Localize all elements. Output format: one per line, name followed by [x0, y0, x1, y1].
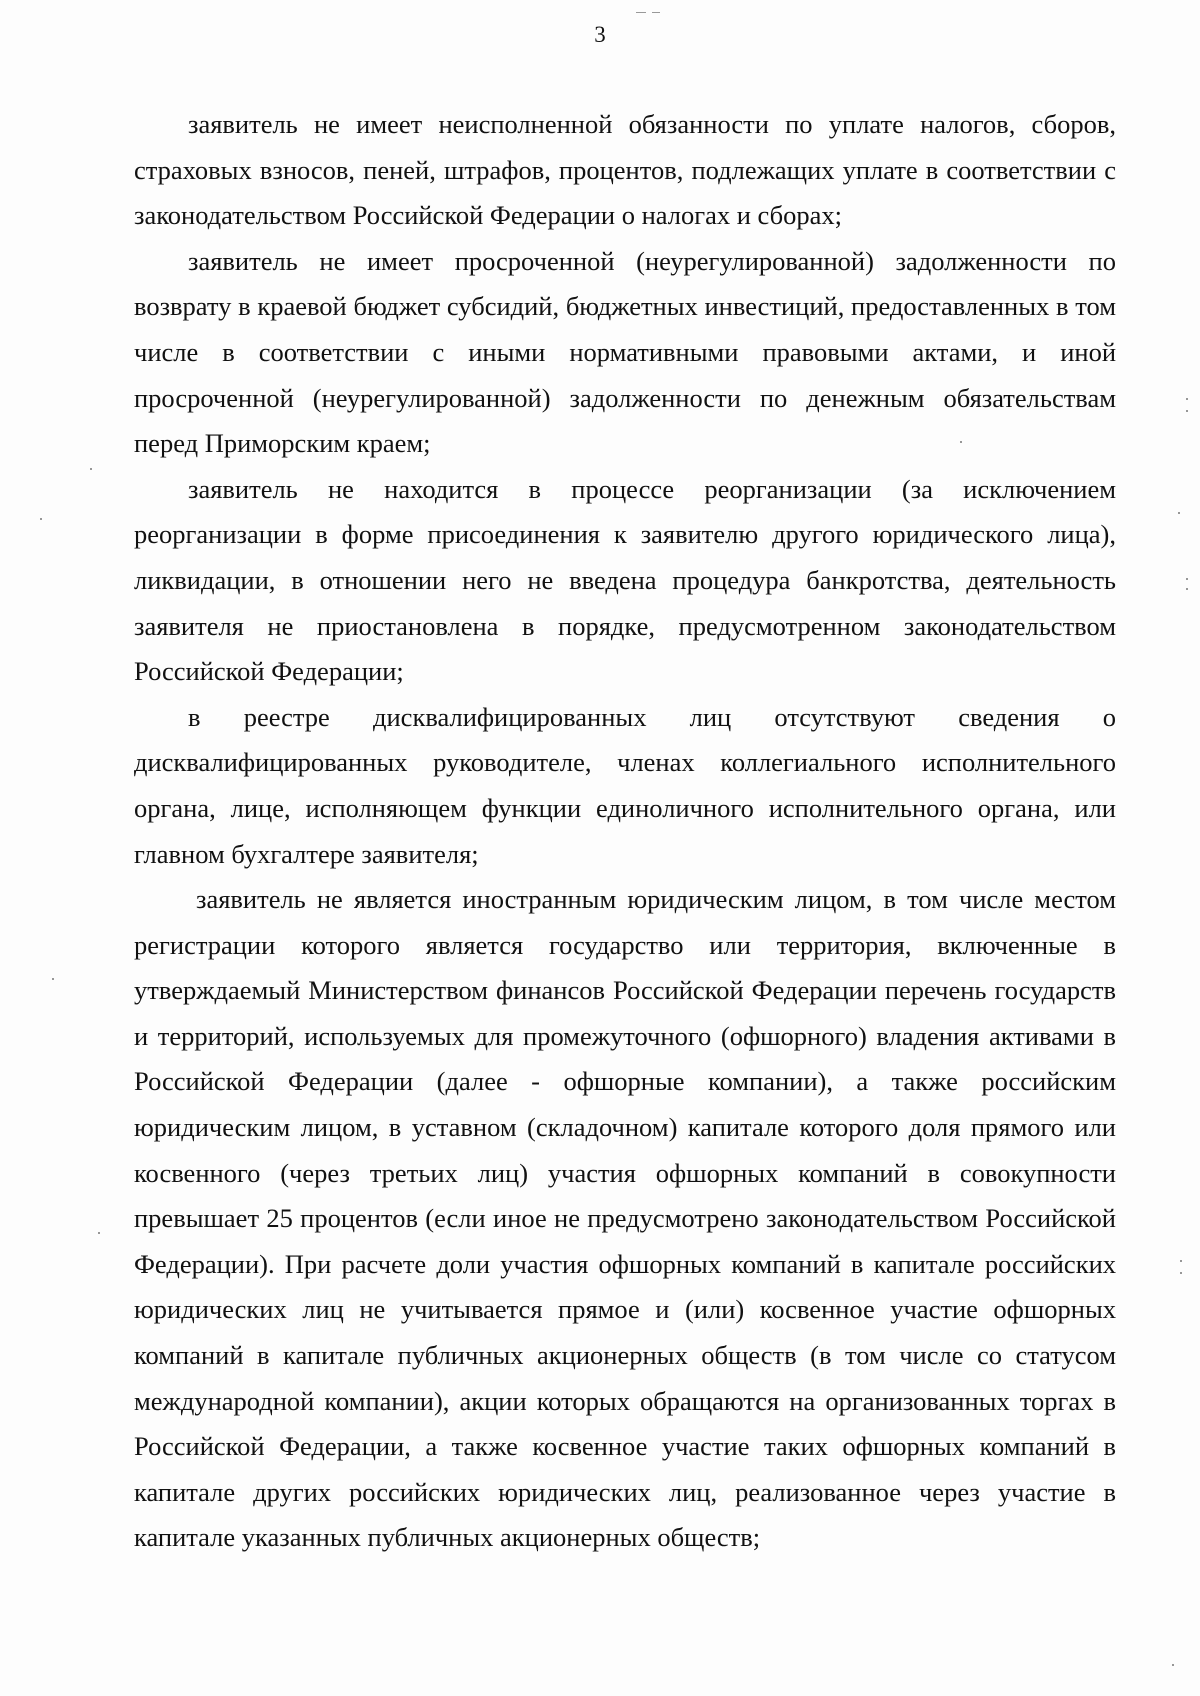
scan-mark [960, 441, 962, 443]
scan-mark [52, 978, 54, 980]
scan-mark [1180, 1260, 1182, 1262]
scan-mark [1178, 512, 1180, 514]
paragraph-tax-obligations: заявитель не имеет неисполненной обязанности по уплате налогов, сборов, страховых взносов, пеней, штрафов, процентов, подлежащих уплате в соответствии с законодательством Российской Федерации о налогах и сборах; [134, 109, 1116, 231]
scan-mark [1172, 1664, 1174, 1666]
paragraph-disqualified-persons: в реестре дисквалифицированных лиц отсутствуют сведения о дисквалифицированных руководителе, членах коллегиального исполнительного органа, лице, исполняющем функции единоличного исполнительного органа, или главном бухгалтере заявителя; [134, 701, 1116, 869]
scan-mark [1186, 578, 1188, 580]
scan-mark [1186, 410, 1188, 412]
paragraph-offshore-companies: заявитель не является иностранным юридическим лицом, в том числе местом регистрации которого является государство или территория, включенные в утверждаемый Министерством финансов Российской Федерации перечень государств и территорий, используемых для промежуточного (офшорного) владения активами в Российской Федерации (далее - офшорные компании), а также российским юридическим лицом, в уставном (складочном) капитале которого доля прямого или косвенного (через третьих лиц) участия офшорных компаний в совокупности превышает 25 процентов (если иное не предусмотрено законодательством Российской Федерации). При расчете доли участия офшорных компаний в капитале российских юридических лиц не учитывается прямое и (или) косвенное участие офшорных компаний в капитале публичных акционерных обществ (в том числе со статусом международной компании), акции которых обращаются на организованных торгах в Российской Федерации, а также косвенное участие таких офшорных компаний в капитале других российских юридических лиц, реализованное через участие в капитале указанных публичных акционерных обществ; [134, 884, 1116, 1553]
scan-mark [1180, 1272, 1182, 1274]
scan-mark [652, 12, 660, 13]
scan-mark [40, 518, 42, 520]
scan-mark [1186, 588, 1188, 590]
body-text [134, 102, 1116, 1561]
scan-mark [636, 12, 646, 13]
scan-mark [90, 468, 92, 470]
paragraph-budget-debt: заявитель не имеет просроченной (неурегулированной) задолженности по возврату в краевой бюджет субсидий, бюджетных инвестиций, предоставленных в том числе в соответствии с иными нормативными правовыми актами, и иной просроченной (неурегулированной) задолженности по денежным обязательствам перед Приморским краем; [134, 245, 1116, 459]
scan-mark [1186, 398, 1188, 400]
paragraph-reorganization: заявитель не находится в процессе реорганизации (за исключением реорганизации в форме присоединения к заявителю другого юридического лица), ликвидации, в отношении него не введена процедура банкротства, деятельность заявителя не приостановлена в порядке, предусмотренном законодательством Российской Федерации; [134, 473, 1116, 687]
scan-mark [98, 1232, 100, 1234]
page-number: 3 [594, 22, 606, 47]
